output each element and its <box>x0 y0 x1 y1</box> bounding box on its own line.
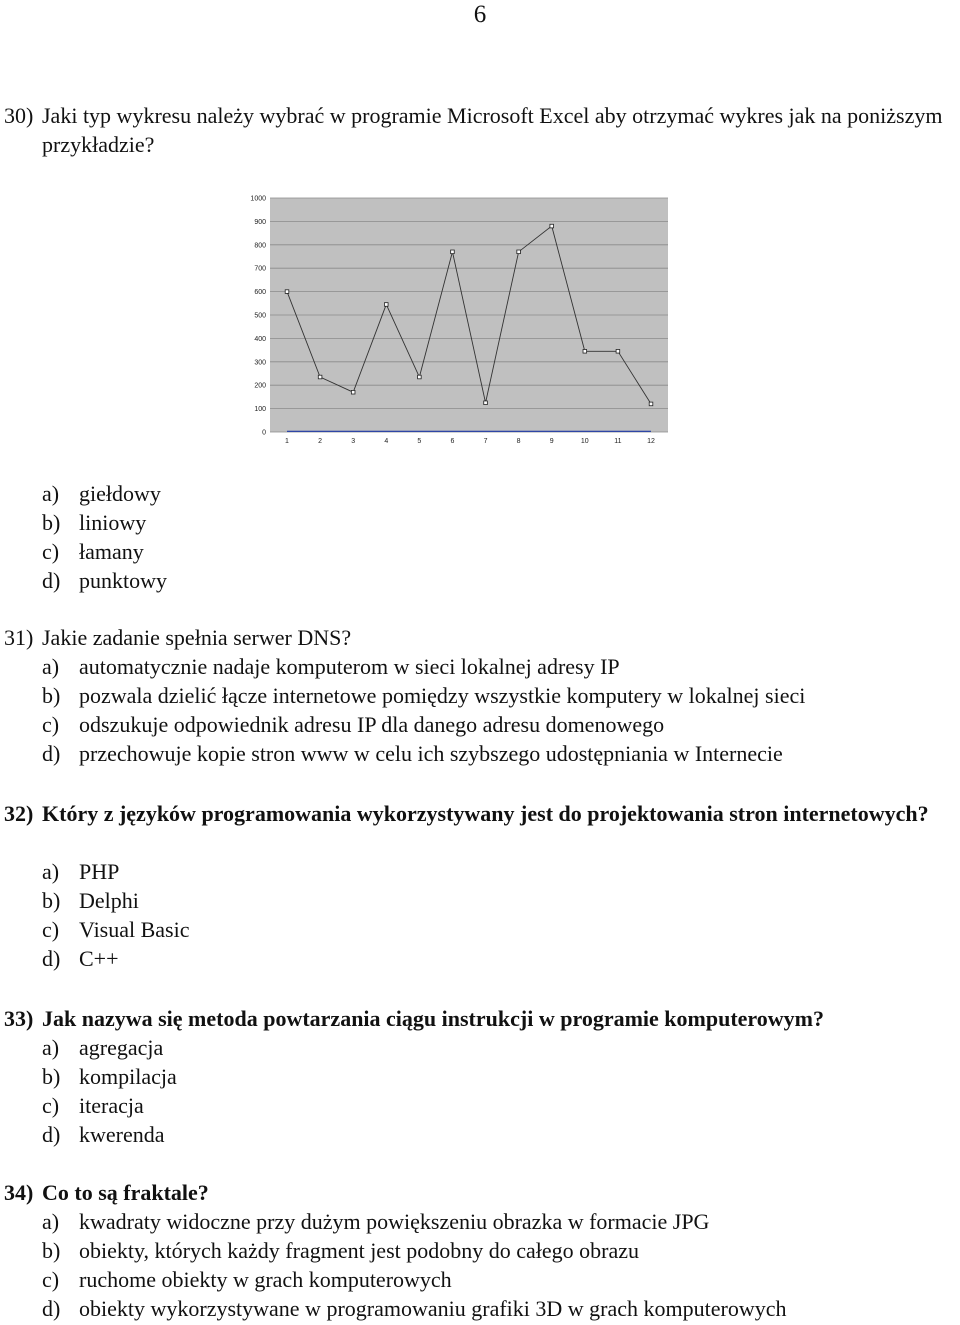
question-text: Co to są fraktale? <box>42 1180 209 1205</box>
answer-c[interactable]: c) łamany <box>42 539 144 564</box>
y-tick-label: 0 <box>262 429 266 437</box>
x-tick-label: 4 <box>384 438 389 445</box>
answer-a[interactable]: a) PHP <box>42 859 120 884</box>
answer-b[interactable]: b) pozwala dzielić łącze internetowe pomiędzy wszystkie komputery w lokalnej sieci <box>42 683 806 708</box>
answer-c[interactable]: c) odszukuje odpowiednik adresu IP dla danego adresu domenowego <box>42 712 665 737</box>
y-tick-label: 100 <box>254 406 266 414</box>
answer-a[interactable]: a) giełdowy <box>42 481 161 506</box>
x-tick-label: 2 <box>318 438 323 445</box>
data-point <box>550 224 554 228</box>
answer-d[interactable]: d) obiekty wykorzystywane w programowaniu grafiki 3D w grach komputerowych <box>42 1296 787 1321</box>
answer-b[interactable]: b) kompilacja <box>42 1064 177 1089</box>
answer-b[interactable]: b) Delphi <box>42 888 139 913</box>
y-tick-label: 700 <box>254 265 266 273</box>
answer-list <box>42 1207 786 1323</box>
answer-d[interactable]: d) punktowy <box>42 568 167 593</box>
data-point <box>318 375 322 379</box>
answer-b[interactable]: b) liniowy <box>42 510 147 535</box>
data-point <box>418 375 422 379</box>
data-point <box>384 303 388 307</box>
data-point <box>285 290 289 294</box>
answer-c[interactable]: c) Visual Basic <box>42 917 190 942</box>
y-tick-label: 800 <box>254 242 266 250</box>
y-tick-label: 400 <box>254 335 266 343</box>
data-point <box>517 250 521 254</box>
answer-d[interactable]: d) kwerenda <box>42 1122 165 1147</box>
page-number: 6 <box>473 1 487 28</box>
x-tick-label: 11 <box>614 438 622 445</box>
y-tick-label: 600 <box>254 289 266 297</box>
x-tick-label: 3 <box>351 438 356 445</box>
question-text: Jaki typ wykresu należy wybrać w programie Microsoft Excel aby otrzymać wykres jak na poniższym przykładzie? <box>42 103 943 157</box>
question-number: 34) <box>4 1180 34 1205</box>
x-tick-label: 1 <box>285 438 289 445</box>
answer-list <box>42 857 190 973</box>
answer-c[interactable]: c) ruchome obiekty w grach komputerowych <box>42 1267 452 1292</box>
answer-a[interactable]: a) automatycznie nadaje komputerom w sieci lokalnej adresy IP <box>42 654 620 679</box>
answer-b[interactable]: b) obiekty, których każdy fragment jest podobny do całego obrazu <box>42 1238 640 1263</box>
data-point <box>583 349 587 353</box>
y-tick-label: 900 <box>254 218 266 226</box>
question-text: Jak nazywa się metoda powtarzania ciągu instrukcji w programie komputerowym? <box>42 1006 824 1031</box>
x-tick-label: 7 <box>483 438 488 445</box>
x-tick-label: 12 <box>647 438 655 445</box>
question-number: 31) <box>4 625 34 650</box>
question-text: Jakie zadanie spełnia serwer DNS? <box>42 625 352 650</box>
x-tick-label: 8 <box>516 438 521 445</box>
line-chart <box>245 188 675 453</box>
data-point <box>451 250 455 254</box>
question-number: 32) <box>4 801 34 826</box>
y-axis-ticks <box>250 196 266 437</box>
answer-d[interactable]: d) C++ <box>42 946 119 971</box>
question-text: Który z języków programowania wykorzystywany jest do projektowania stron internetowych? <box>42 801 929 826</box>
x-tick-label: 6 <box>450 438 455 445</box>
y-tick-label: 1000 <box>250 195 266 203</box>
answer-c[interactable]: c) iteracja <box>42 1093 144 1118</box>
x-tick-label: 5 <box>417 438 422 445</box>
data-point <box>649 402 653 406</box>
y-tick-label: 300 <box>254 359 266 367</box>
data-point <box>616 349 620 353</box>
x-tick-label: 9 <box>549 438 554 445</box>
answer-a[interactable]: a) kwadraty widoczne przy dużym powiększeniu obrazka w formacie JPG <box>42 1209 710 1234</box>
answer-list <box>42 479 167 595</box>
y-tick-label: 500 <box>254 312 266 320</box>
answer-list <box>42 652 805 768</box>
answer-d[interactable]: d) przechowuje kopie stron www w celu ich szybszego udostępniania w Internecie <box>42 741 783 766</box>
y-tick-label: 200 <box>254 382 266 390</box>
question-number: 33) <box>4 1006 34 1031</box>
data-point <box>484 401 488 405</box>
answer-a[interactable]: a) agregacja <box>42 1035 164 1060</box>
answer-list <box>42 1033 177 1149</box>
x-tick-label: 10 <box>580 438 589 445</box>
data-point <box>351 390 355 394</box>
x-axis-ticks <box>285 438 655 445</box>
question-number: 30) <box>4 103 34 128</box>
